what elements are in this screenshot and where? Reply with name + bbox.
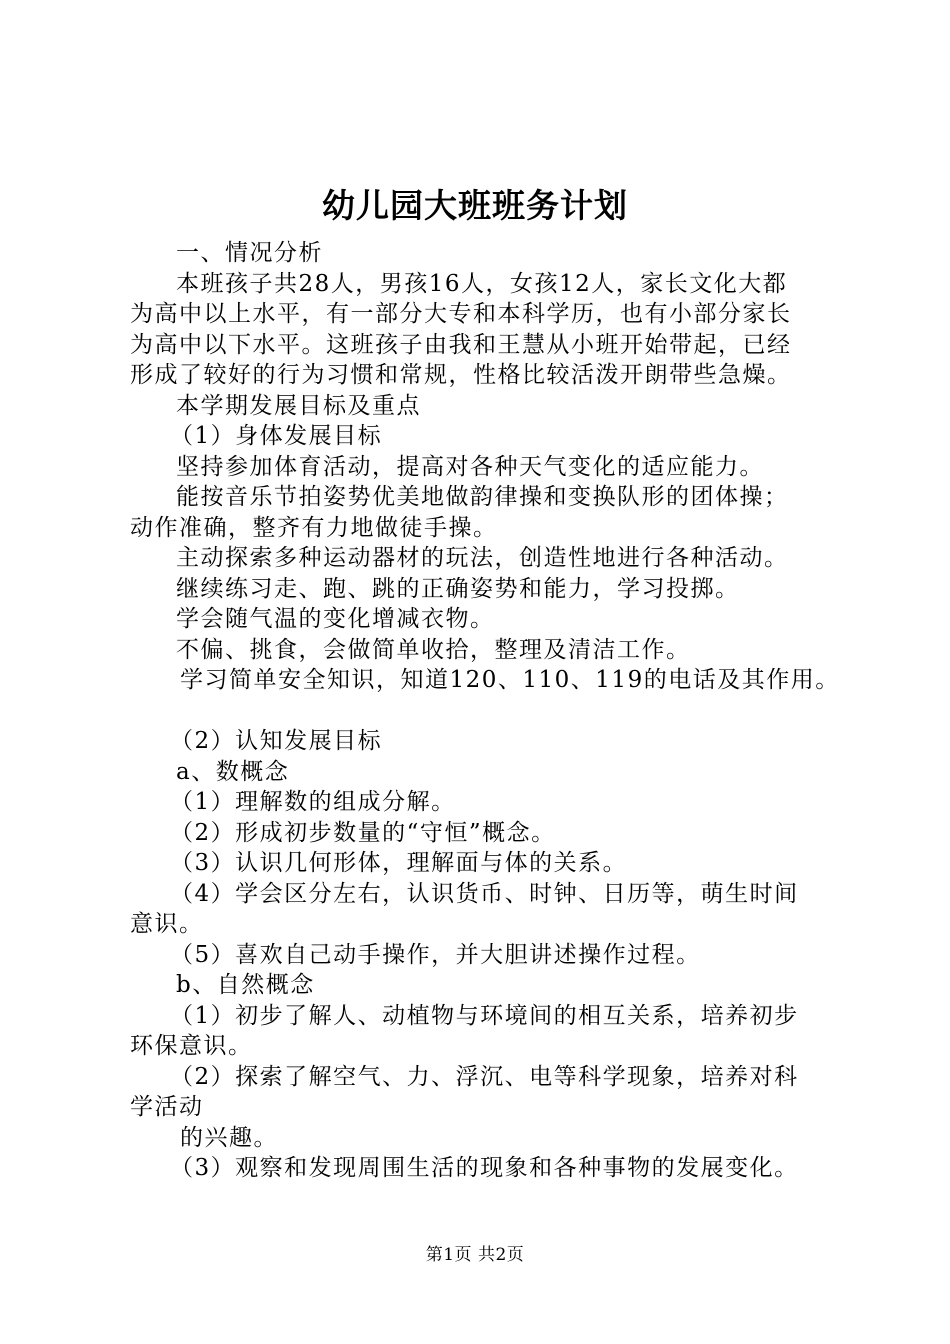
document-title: 幼儿园大班班务计划 [322,186,628,225]
text-line: （3）观察和发现周围生活的现象和各种事物的发展变化。 [170,1155,799,1181]
text-line: 主动探索多种运动器材的玩法，创造性地进行各种活动。 [176,545,789,571]
text-line: 意识。 [130,911,204,937]
text-line: （1）初步了解人、动植物与环境间的相互关系，培养初步 [170,1002,799,1029]
text-line: （3）认识几何形体，理解面与体的关系。 [170,850,628,876]
text-line: 一、情况分析 [176,240,323,266]
text-line: 本学期发展目标及重点 [176,392,421,419]
text-line: 学习简单安全知识，知道120、110、119的电话及其作用。 [180,667,840,693]
page-footer: 第1页 共2页 [425,1245,525,1265]
text-line: 为高中以下水平。这班孩子由我和王慧从小班开始带起，已经 [130,331,792,358]
text-line: （2）形成初步数量的“守恒”概念。 [170,819,556,846]
text-line: 本班孩子共28人，男孩16人，女孩12人，家长文化大都 [176,270,788,297]
text-line: （2）探索了解空气、力、浮沉、电等科学现象，培养对科 [170,1063,799,1090]
text-line: 坚持参加体育活动，提高对各种天气变化的适应能力。 [176,453,764,480]
text-line: a、数概念 [176,758,290,785]
text-line: （4）学会区分左右，认识货币、时钟、日历等，萌生时间 [170,880,799,907]
text-line: b、自然概念 [176,972,315,998]
text-line: 的兴趣。 [180,1124,278,1151]
text-line: 继续练习走、跑、跳的正确姿势和能力，学习投掷。 [176,575,740,602]
text-line: 环保意识。 [130,1033,253,1059]
text-line: 为高中以上水平，有一部分大专和本科学历，也有小部分家长 [130,301,792,327]
text-line: 能按音乐节拍姿势优美地做韵律操和变换队形的团体操； [176,484,789,510]
text-line: 不偏、挑食，会做简单收拾，整理及清洁工作。 [176,636,691,663]
text-line: 动作准确，整齐有力地做徒手操。 [130,514,498,541]
text-line: （5）喜欢自己动手操作，并大胆讲述操作过程。 [170,941,701,968]
text-line: （1）理解数的组成分解。 [170,789,456,815]
text-line: （2）认知发展目标 [170,728,383,754]
text-line: 学会随气温的变化增减衣物。 [176,606,495,632]
blank-line [130,696,850,727]
document-body [130,238,850,1184]
text-line: （1）身体发展目标 [170,423,383,449]
text-line: 学活动 [130,1094,204,1120]
text-line: 形成了较好的行为习惯和常规，性格比较活泼开朗带些急燥。 [130,362,792,388]
